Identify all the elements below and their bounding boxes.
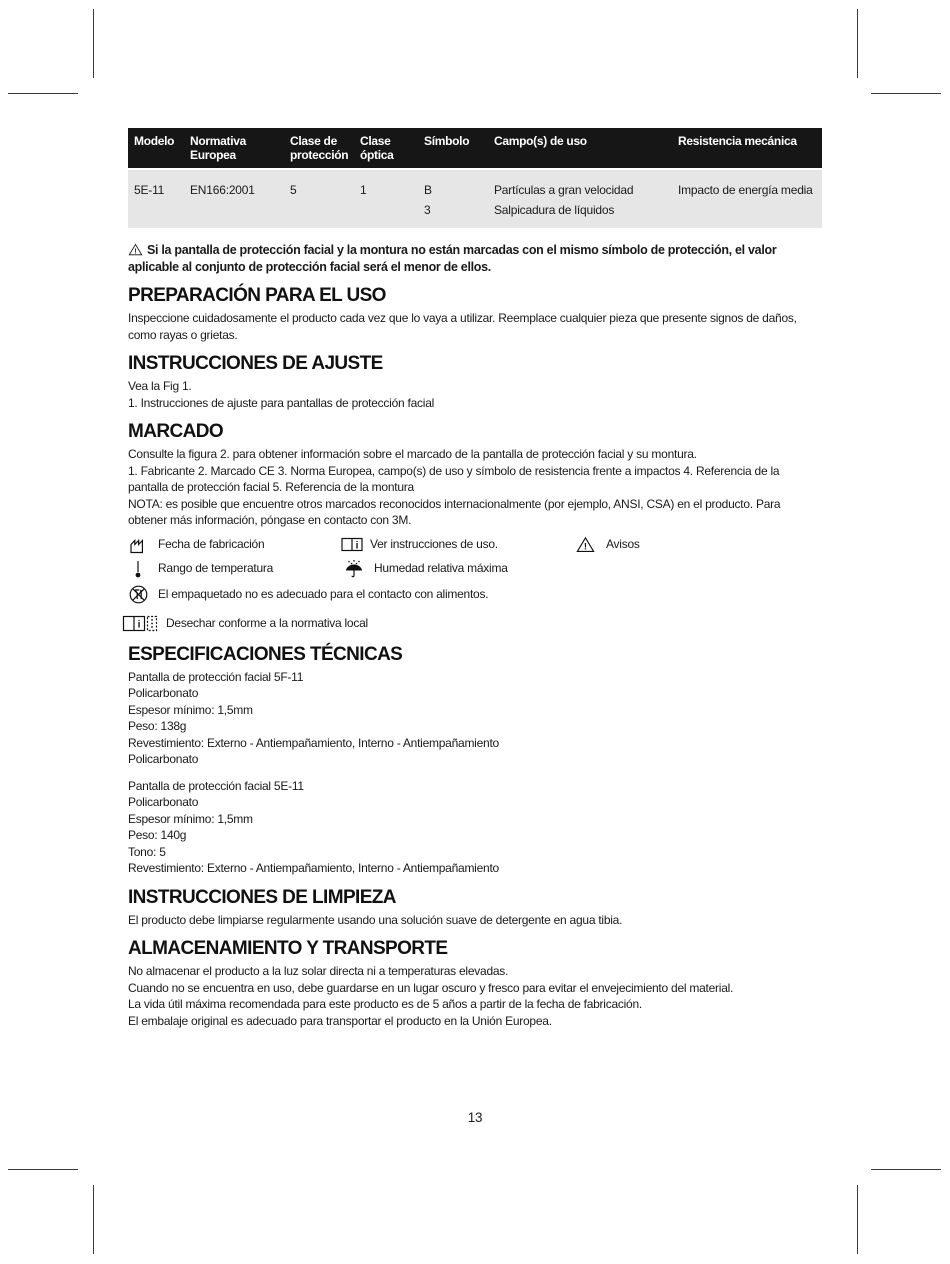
- crop-mark-top-left-vertical: [93, 9, 94, 78]
- section-title-limpieza: INSTRUCCIONES DE LIMPIEZA: [128, 886, 396, 908]
- symbol-humedad: [340, 559, 508, 579]
- ajuste-line-1: Vea la Fig 1.: [128, 379, 192, 393]
- symbol-label: Humedad relativa máxima: [374, 561, 508, 575]
- svg-text:i: i: [137, 619, 141, 630]
- table-header-simbolo: Símbolo: [420, 128, 490, 169]
- section-title-especificaciones: ESPECIFICACIONES TÉCNICAS: [128, 643, 403, 665]
- section-title-preparacion: PREPARACIÓN PARA EL USO: [128, 285, 386, 306]
- table-header-normativa: Normativa Europea: [186, 128, 286, 169]
- spec-block-gap: [128, 768, 822, 778]
- warning-note: [128, 242, 822, 275]
- crop-mark-bottom-left-horizontal: [8, 1169, 78, 1170]
- marcado-line-1: Consulte la figura 2. para obtener información sobre el marcado de la pantalla de protección facial y su montura.: [128, 447, 697, 461]
- thermometer-icon: [128, 559, 158, 579]
- spec2-line-1: Pantalla de protección facial 5E-11: [128, 778, 304, 793]
- cell-simbolo: [420, 169, 490, 228]
- crop-mark-top-right-horizontal: [871, 93, 941, 94]
- cell-normativa: EN166:2001: [186, 169, 286, 228]
- limpieza-text: El producto debe limpiarse regularmente usando una solución suave de detergente en agua tibia.: [128, 912, 623, 927]
- section-title-marcado: MARCADO: [128, 421, 224, 442]
- preparacion-text: Inspeccione cuidadosamente el producto cada vez que lo vaya a utilizar. Reemplace cualquier pieza que presente signos de daños, como rayas o grietas.: [128, 311, 797, 342]
- page-content: [128, 128, 822, 1029]
- spec2-line-5: Tono: 5: [128, 844, 166, 859]
- crop-mark-bottom-right-vertical: [857, 1185, 858, 1254]
- page-number: 13: [467, 1110, 483, 1125]
- marcado-line-3: NOTA: es posible que encuentre otros marcados reconocidos internacionalmente (por ejemplo, ANSI, CSA) en el producto. Para obtener más información, póngase en contacto con 3M.: [128, 496, 781, 527]
- crop-mark-bottom-left-vertical: [93, 1185, 94, 1254]
- symbol-label: Avisos: [606, 536, 640, 551]
- crop-mark-top-left-horizontal: [8, 93, 78, 94]
- cell-campos: [490, 169, 674, 228]
- disposal-instructions-icon: [122, 613, 166, 634]
- symbol-label: Fecha de fabricación: [158, 537, 265, 551]
- table-header-modelo: Modelo: [128, 128, 186, 169]
- symbol-desechar: [122, 613, 368, 634]
- table-header-clase-proteccion: Clase de protección: [286, 128, 356, 169]
- spec1-line-3: Espesor mínimo: 1,5mm: [128, 702, 253, 717]
- spec1-line-6: Policarbonato: [128, 752, 199, 766]
- spec1-line-2: Policarbonato: [128, 686, 199, 700]
- spec1-line-5: Revestimiento: Externo - Antiempañamiento, Interno - Antiempañamiento: [128, 735, 499, 750]
- spec2-line-6: Revestimiento: Externo - Antiempañamiento, Interno - Antiempañamiento: [128, 861, 499, 875]
- almacenamiento-line-1: No almacenar el producto a la luz solar directa ni a temperaturas elevadas.: [128, 964, 509, 978]
- spec-table: [128, 128, 822, 228]
- warning-triangle-icon: [576, 536, 606, 553]
- no-food-contact-icon: [128, 584, 158, 605]
- symbol-avisos: [576, 536, 640, 553]
- symbol-row-2: [128, 559, 822, 579]
- umbrella-rain-icon: [340, 559, 374, 579]
- factory-icon: [128, 536, 158, 554]
- symbol-label: Ver instrucciones de uso.: [370, 536, 498, 551]
- svg-text:!: !: [583, 541, 588, 553]
- cell-resistencia: Impacto de energía media: [674, 169, 822, 228]
- warning-note-text: Si la pantalla de protección facial y la montura no están marcadas con el mismo símbolo de protección, el valor aplicable al conjunto de protección facial será el menor de ellos.: [128, 243, 777, 274]
- open-book-info-icon: [340, 536, 370, 553]
- cell-clase-optica: 1: [356, 169, 420, 228]
- warning-triangle-icon: [128, 243, 143, 256]
- table-header-campos: Campo(s) de uso: [490, 128, 674, 169]
- cell-modelo: 5E-11: [128, 169, 186, 228]
- spec2-line-4: Peso: 140g: [128, 828, 187, 842]
- marcado-line-2: 1. Fabricante 2. Marcado CE 3. Norma Europea, campo(s) de uso y símbolo de resistencia frente a impactos 4. Referencia de la pantalla de protección facial 5. Referencia de la montura: [128, 463, 780, 494]
- symbol-label: El empaquetado no es adecuado para el contacto con alimentos.: [158, 586, 489, 601]
- almacenamiento-line-4: El embalaje original es adecuado para transportar el producto en la Unión Europea.: [128, 1013, 552, 1028]
- symbol-no-contacto-alimentos: [128, 584, 488, 605]
- campo-value-2: Salpicadura de líquidos: [494, 203, 615, 217]
- cell-clase-proteccion: 5: [286, 169, 356, 228]
- spec1-line-1: Pantalla de protección facial 5F-11: [128, 669, 304, 684]
- symbol-row-1: [128, 536, 822, 554]
- crop-mark-bottom-right-horizontal: [871, 1169, 941, 1170]
- almacenamiento-line-2: Cuando no se encuentra en uso, debe guardarse en un lugar oscuro y fresco para evitar el envejecimiento del material.: [128, 980, 734, 995]
- spec2-line-3: Espesor mínimo: 1,5mm: [128, 811, 253, 826]
- section-title-ajuste: INSTRUCCIONES DE AJUSTE: [128, 353, 383, 374]
- simbolo-value-1: B: [424, 183, 432, 197]
- section-title-almacenamiento: ALMACENAMIENTO Y TRANSPORTE: [128, 938, 448, 959]
- symbol-row-3: [128, 584, 822, 605]
- svg-text:i: i: [355, 540, 359, 551]
- symbol-fecha-fabricacion: [128, 536, 340, 554]
- symbol-label: Desechar conforme a la normativa local: [166, 615, 368, 630]
- simbolo-value-2: 3: [424, 203, 431, 217]
- symbol-rango-temperatura: [128, 559, 340, 579]
- table-header-row: [128, 128, 822, 169]
- symbol-ver-instrucciones: [340, 536, 576, 553]
- table-row: [128, 169, 822, 228]
- campo-value-1: Partículas a gran velocidad: [494, 183, 634, 197]
- table-header-clase-optica: Clase óptica: [356, 128, 420, 169]
- svg-text:!: !: [134, 246, 137, 256]
- spec1-line-4: Peso: 138g: [128, 719, 187, 733]
- spec2-line-2: Policarbonato: [128, 795, 199, 809]
- symbol-legend: [128, 536, 822, 634]
- crop-mark-top-right-vertical: [857, 9, 858, 78]
- table-header-resistencia: Resistencia mecánica: [674, 128, 822, 169]
- symbol-label: Rango de temperatura: [158, 561, 274, 575]
- symbol-row-4: [122, 613, 822, 634]
- almacenamiento-line-3: La vida útil máxima recomendada para este producto es de 5 años a partir de la fecha de fabricación.: [128, 997, 642, 1011]
- ajuste-line-2: 1. Instrucciones de ajuste para pantallas de protección facial: [128, 395, 435, 410]
